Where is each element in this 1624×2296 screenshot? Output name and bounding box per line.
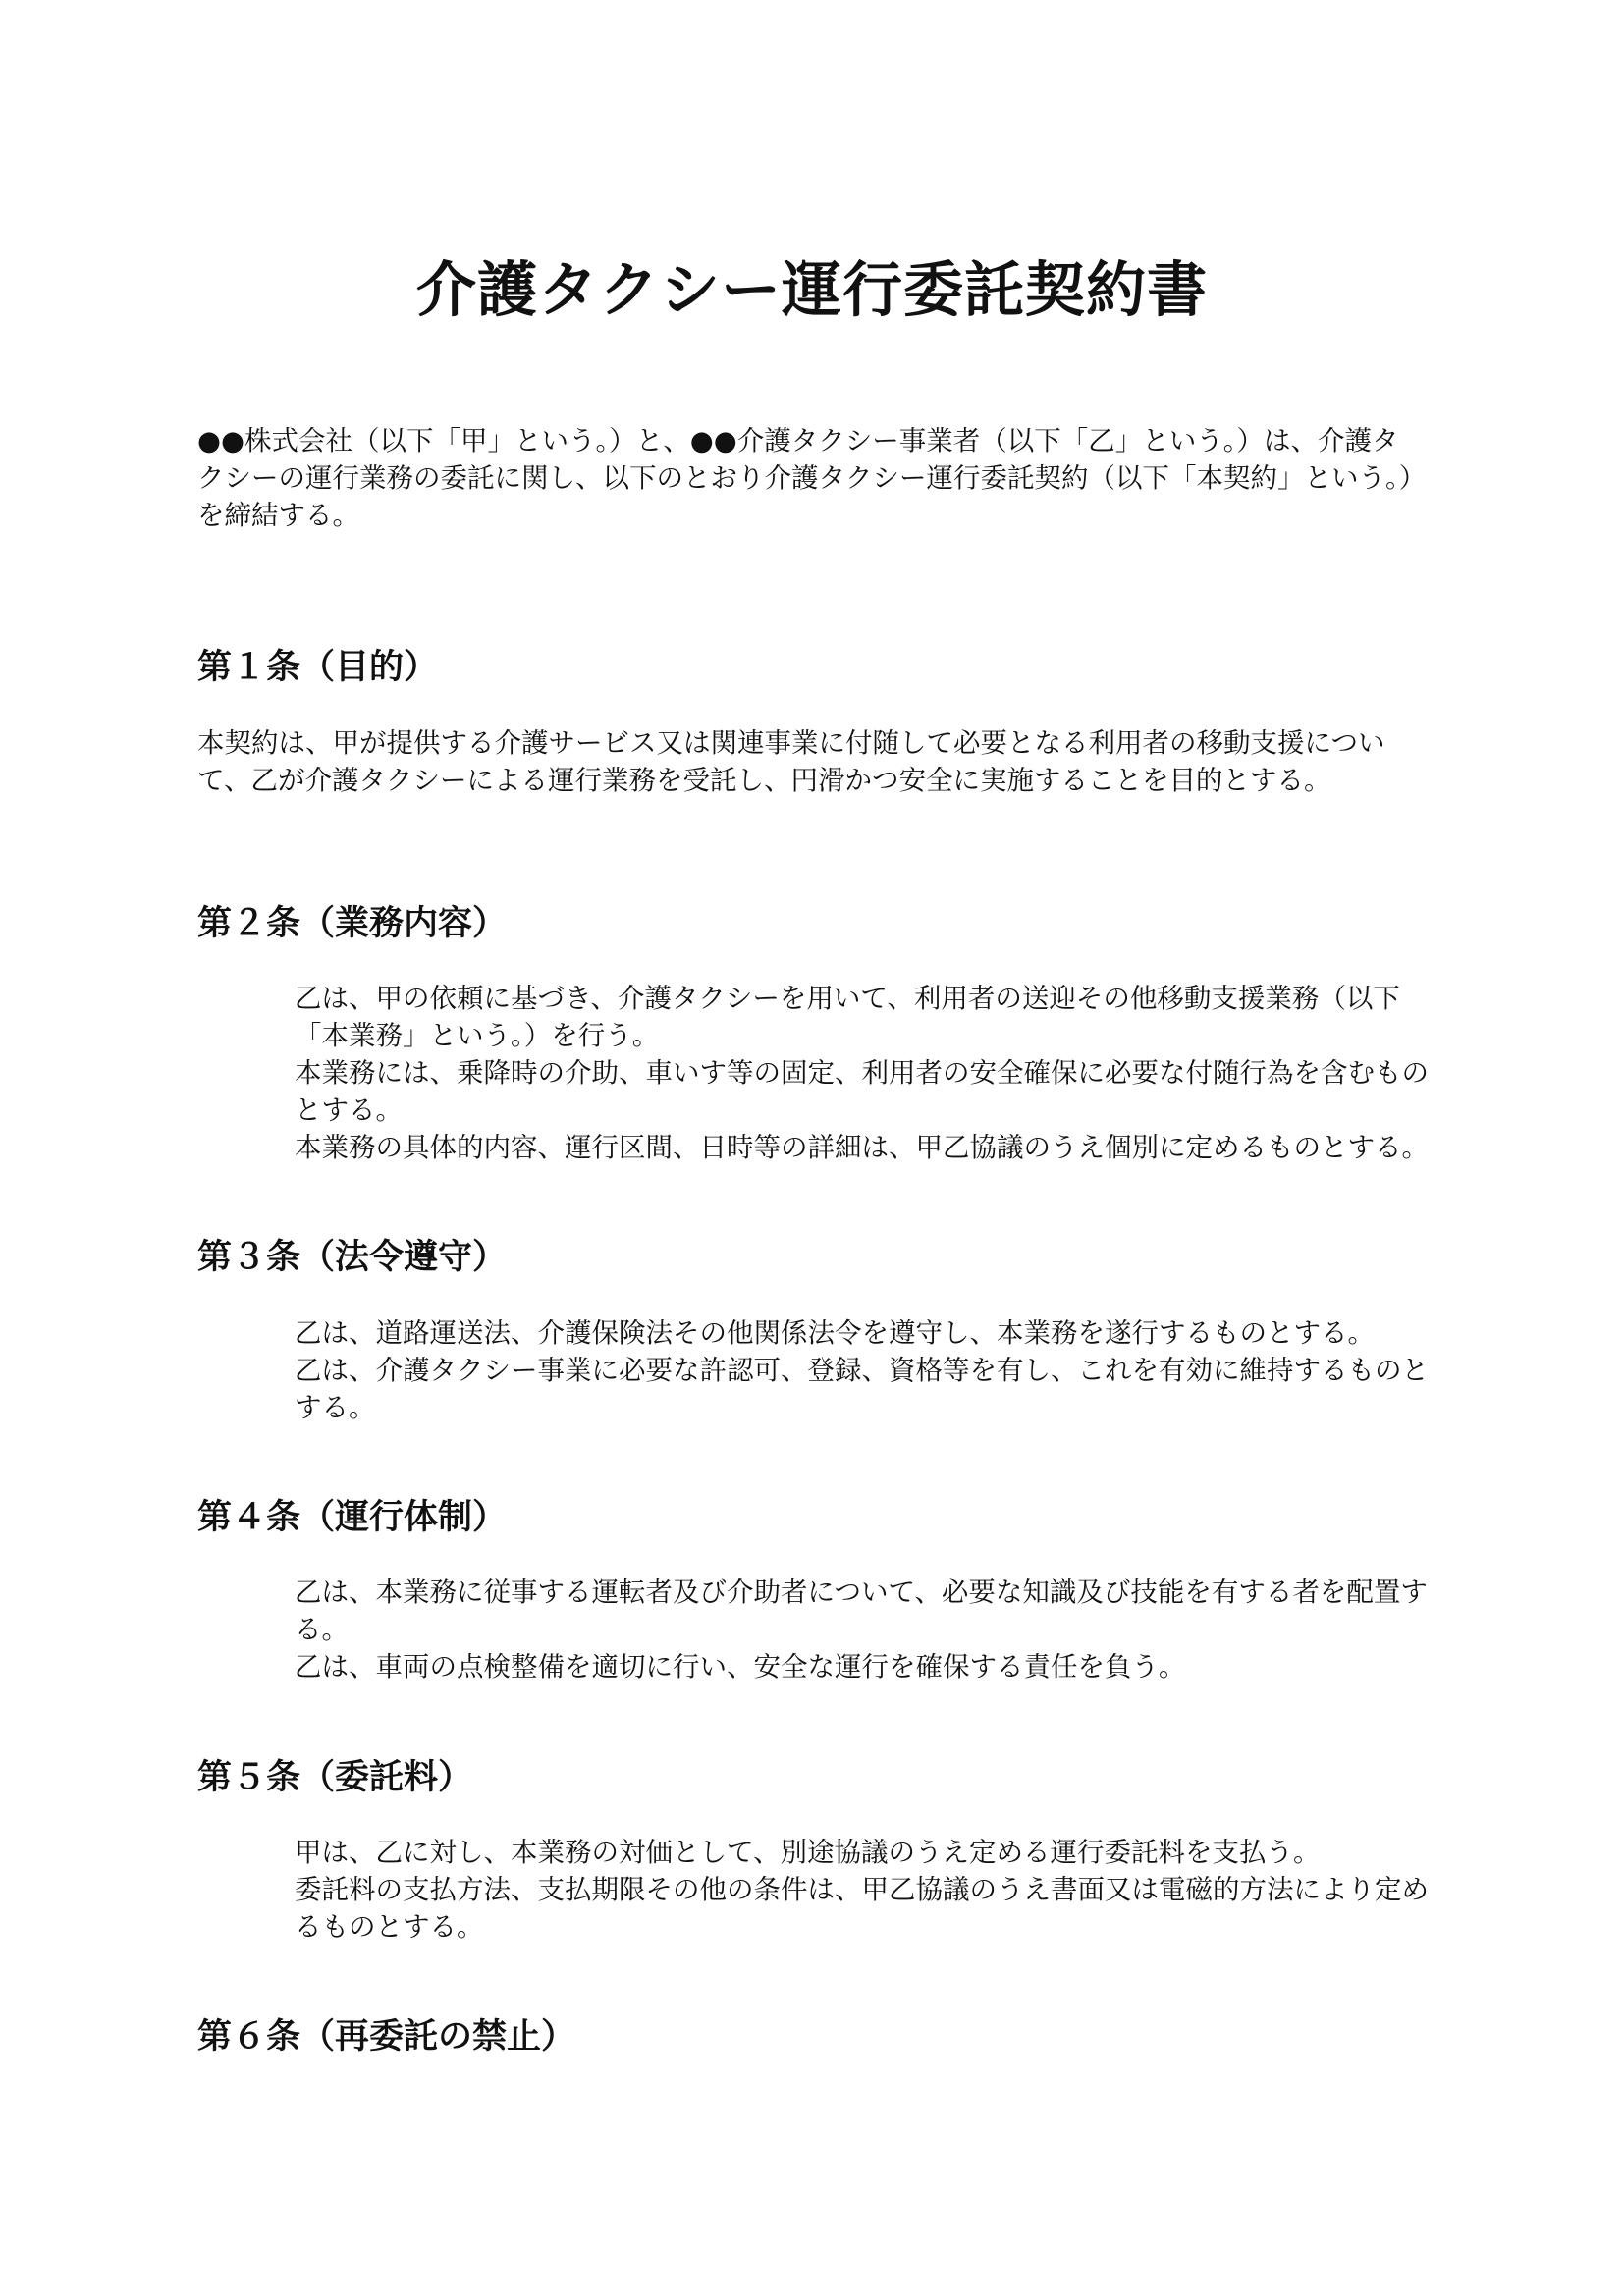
article-4-body [295,1574,1443,1685]
article-4-paragraph-2: 乙は、車両の点検整備を適切に行い、安全な運行を確保する責任を負う。 [295,1651,1186,1682]
article-3-paragraph-2: 乙は、介護タクシー事業に必要な許認可、登録、資格等を有し、これを有効に維持するものとする。 [295,1355,1429,1423]
article-5-paragraph-1: 甲は、乙に対し、本業務の対価として、別途協議のうえ定める運行委託料を支払う。 [295,1837,1321,1868]
article-1-paragraph-1: 本契約は、甲が提供する介護サービス又は関連事業に付随して必要となる利用者の移動支援について、乙が介護タクシーによる運行業務を受託し、円滑かつ安全に実施することを目的とする。 [197,727,1385,796]
article-5-paragraph-2: 委託料の支払方法、支払期限その他の条件は、甲乙協議のうえ書面又は電磁的方法により定めるものとする。 [295,1874,1429,1943]
article-5-body [295,1834,1443,1946]
article-4-paragraph-1: 乙は、本業務に従事する運転者及び介助者について、必要な知識及び技能を有する者を配置する。 [295,1576,1428,1645]
document-title: 介護タクシー運行委託契約書 [415,255,1208,325]
article-2-body [295,980,1443,1166]
article-2-paragraph-3: 本業務の具体的内容、運行区間、日時等の詳細は、甲乙協議のうえ個別に定めるものとする。 [295,1132,1429,1163]
article-6-heading: 第６条（再委託の禁止） [197,2017,576,2056]
preamble-paragraph: ●●株式会社（以下「甲」という。）と、●●介護タクシー事業者（以下「乙」という。）は、介護タクシーの運行業務の委託に関し、以下のとおり介護タクシー運行委託契約（以下「本契約」という。）を締結する。 [197,425,1413,531]
article-2-heading: 第２条（業務内容） [197,904,508,943]
article-3-body [295,1314,1443,1426]
article-1-heading: 第１条（目的） [197,648,439,687]
article-2-paragraph-1: 乙は、甲の依頼に基づき、介護タクシーを用いて、利用者の送迎その他移動支援業務（以下「本業務」という。）を行う。 [295,983,1400,1051]
article-3-paragraph-1: 乙は、道路運送法、介護保険法その他関係法令を遵守し、本業務を遂行するものとする。 [295,1317,1375,1349]
article-5-heading: 第５条（委託料） [197,1758,473,1797]
article-4-heading: 第４条（運行体制） [197,1498,508,1537]
article-2-paragraph-2: 本業務には、乗降時の介助、車いす等の固定、利用者の安全確保に必要な付随行為を含むものとする。 [295,1057,1429,1126]
article-3-heading: 第３条（法令遵守） [197,1238,508,1277]
